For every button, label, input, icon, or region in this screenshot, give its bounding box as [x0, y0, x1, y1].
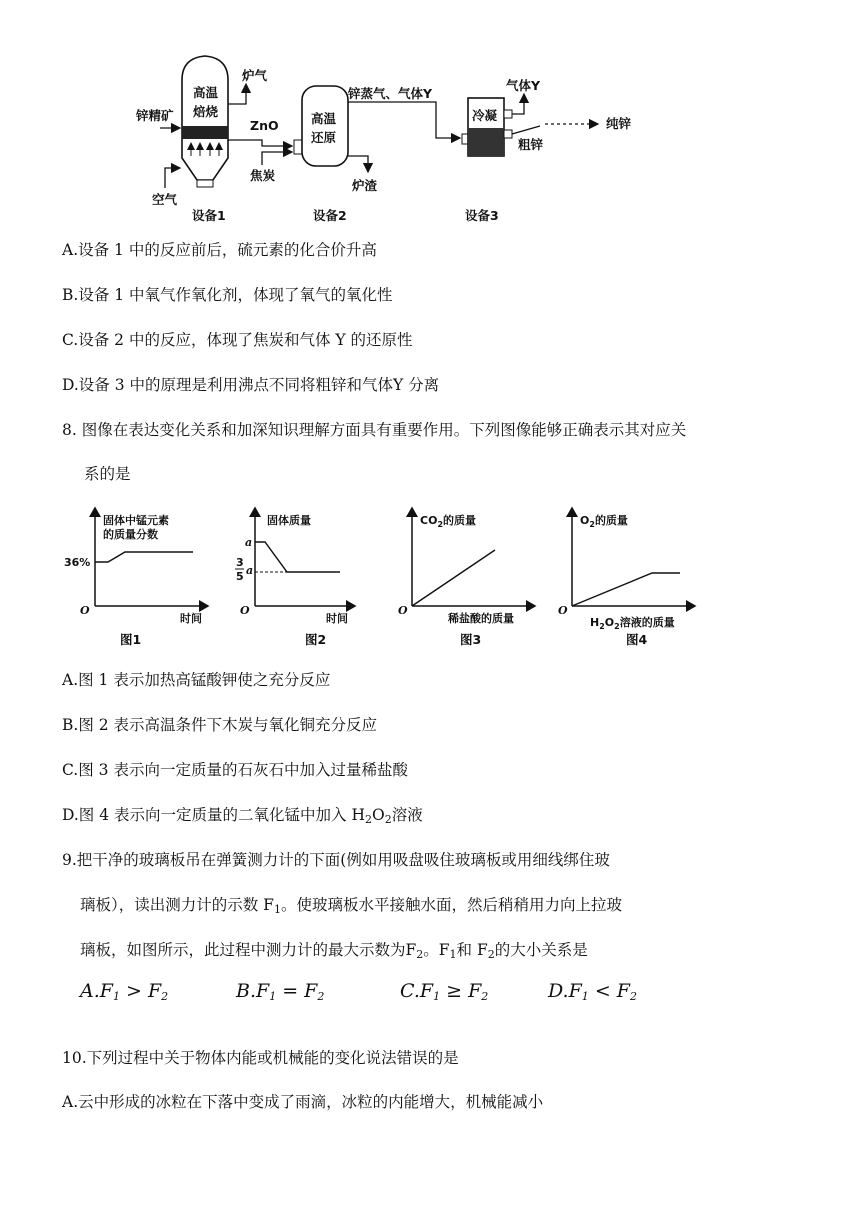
- reduction-furnace: [294, 86, 348, 166]
- graph-4: [558, 508, 695, 647]
- svg-text:O2的质量: [580, 513, 628, 529]
- graph3-line: [412, 550, 495, 606]
- q9-option-c-sub2: 2: [481, 990, 489, 1003]
- graph4-xlabel-sub1: 2: [599, 622, 605, 631]
- q9-option-d-sub1: 1: [581, 990, 589, 1003]
- device3-label: 设备3: [465, 208, 499, 223]
- graph4-xlabel-mid: O: [604, 616, 615, 629]
- q9-line2-pre: 璃板），读出测力计的示数 F: [80, 896, 274, 914]
- q9-line2-sub: 1: [273, 903, 281, 916]
- furnace-label-1: 高温: [193, 85, 219, 100]
- q9-option-d-sub2: 2: [629, 990, 637, 1003]
- q9-line3-mid1: 。F: [423, 941, 450, 959]
- q7-option-b: B.设备 1 中氧气作氧化剂，体现了氧气的氧化性: [62, 286, 393, 304]
- q8-option-d-sub2: 2: [384, 813, 392, 826]
- air-label: 空气: [152, 192, 178, 207]
- q10-stem: 10.下列过程中关于物体内能或机械能的变化说法错误的是: [62, 1049, 459, 1067]
- q10-option-a: A.云中形成的冰粒在下落中变成了雨滴，冰粒的内能增大，机械能减小: [62, 1093, 544, 1111]
- furnace-label-2: 焙烧: [193, 104, 219, 119]
- q8-stem-line2: 系的是: [84, 465, 131, 483]
- q9-option-d: [548, 980, 637, 1003]
- graph4-xlabel-pre: H: [590, 616, 600, 629]
- graph2-frac-den: 5: [236, 570, 244, 583]
- q9-line1: 9.把干净的玻璃板吊在弹簧测力计的下面(例如用吸盘吸住玻璃板或用细线绑住玻: [62, 851, 610, 869]
- q9-line3-sub2: 1: [449, 948, 457, 961]
- coke-label: 焦炭: [250, 168, 276, 183]
- reducer-label-1: 高温: [311, 111, 337, 126]
- graph4-ylabel-pre: O: [580, 514, 590, 527]
- gas-y-label: 气体Y: [506, 78, 541, 93]
- device1-label: 设备1: [192, 208, 226, 223]
- slag-label: 炉渣: [352, 178, 378, 193]
- q9-option-a-sub2: 2: [161, 990, 169, 1003]
- graph4-caption: 图4: [626, 632, 648, 647]
- graph2-origin: O: [240, 604, 250, 617]
- q9-line3-pre: 璃板，如图所示，此过程中测力计的最大示数为F: [80, 941, 417, 959]
- zinc-ore-label: 锌精矿: [136, 108, 174, 123]
- q8-option-a: A.图 1 表示加热高锰酸钾使之充分反应: [62, 671, 331, 689]
- graph3-ylabel-post: 的质量: [443, 514, 477, 527]
- graph-1: [64, 508, 208, 647]
- q7-option-a: A.设备 1 中的反应前后，硫元素的化合价升高: [62, 241, 377, 259]
- q8-stem-line1: 8. 图像在表达变化关系和加深知识理解方面具有重要作用。下列图像能够正确表示其对应关: [62, 421, 687, 439]
- q8-option-d: [62, 803, 423, 826]
- q9-option-c: [400, 980, 488, 1003]
- q8-option-c: C.图 3 表示向一定质量的石灰石中加入过量稀盐酸: [62, 761, 408, 779]
- q9-option-b-pre: B.F: [236, 980, 270, 1002]
- graph4-xlabel-post: 溶液的质量: [619, 616, 675, 629]
- graph1-ylabel-2: 的质量分数: [103, 528, 158, 541]
- graph3-ylabel-sub: 2: [437, 520, 444, 529]
- roasting-furnace: [182, 56, 228, 187]
- graph4-curve: [572, 573, 680, 606]
- condenser: [462, 98, 512, 156]
- graph3-xlabel: 稀盐酸的质量: [448, 612, 514, 625]
- q9-option-a: [80, 980, 168, 1003]
- graph2-frac-a: a: [246, 564, 254, 577]
- q8-option-d-pre: D.图 4 表示向一定质量的二氧化锰中加入 H: [62, 806, 365, 824]
- q9-line3-sub3: 2: [487, 948, 495, 961]
- graph2-caption: 图2: [305, 632, 327, 647]
- q9-option-b-op: = F: [276, 980, 318, 1002]
- q8-option-d-sub1: 2: [364, 813, 372, 826]
- graph2-xlabel: 时间: [326, 612, 348, 625]
- device2-label: 设备2: [313, 208, 347, 223]
- graph1-origin: O: [80, 604, 90, 617]
- q9-line3-mid2: 和 F: [456, 941, 488, 959]
- q9-option-a-op: > F: [119, 980, 162, 1002]
- q8-option-b: B.图 2 表示高温条件下木炭与氧化铜充分反应: [62, 716, 378, 734]
- q9-option-a-pre: A.F: [80, 980, 113, 1002]
- q9-option-d-pre: D.F: [548, 980, 582, 1002]
- q9-option-b: [236, 980, 324, 1003]
- q9-line3-sub1: 2: [416, 948, 424, 961]
- q9-option-c-pre: C.F: [400, 980, 434, 1002]
- q9-line2-post: 。使玻璃板水平接触水面，然后稍稍用力向上拉玻: [280, 896, 622, 914]
- svg-text:CO2的质量: [420, 513, 476, 529]
- graph1-caption: 图1: [120, 632, 142, 647]
- graph1-tick: 36%: [64, 556, 91, 569]
- q9-line2: [80, 893, 622, 916]
- zno-label: ZnO: [250, 118, 279, 133]
- q9-option-c-op: ≥ F: [440, 980, 482, 1002]
- graph1-curve: [95, 552, 193, 562]
- svg-text:H2O2溶液的质量: [590, 615, 675, 631]
- q9-option-b-sub1: 1: [269, 990, 277, 1003]
- crude-zinc-label: 粗锌: [518, 137, 544, 152]
- graph2-curve: [255, 542, 340, 572]
- graph-3: [398, 508, 535, 647]
- reducer-label-2: 还原: [311, 130, 337, 145]
- graph3-origin: O: [398, 604, 408, 617]
- graph3-caption: 图3: [460, 632, 482, 647]
- q8-option-d-post: 溶液: [391, 806, 423, 824]
- graph4-ylabel-sub: 2: [589, 520, 595, 529]
- q9-option-c-sub1: 1: [433, 990, 441, 1003]
- q7-option-d: D.设备 3 中的原理是利用沸点不同将粗锌和气体Y 分离: [62, 376, 440, 394]
- graph2-tick-a: a: [245, 536, 253, 549]
- graph3-ylabel-pre: CO: [420, 514, 438, 527]
- graph4-xlabel-sub2: 2: [614, 622, 620, 631]
- q8-option-d-mid: O: [371, 806, 385, 824]
- graph1-xlabel: 时间: [180, 612, 202, 625]
- pure-zinc-label: 纯锌: [606, 116, 632, 131]
- condenser-label: 冷凝: [472, 108, 498, 123]
- graph4-ylabel-post: 的质量: [594, 514, 628, 527]
- furnace-gas-label: 炉气: [242, 68, 268, 83]
- q9-option-d-op: < F: [588, 980, 630, 1002]
- graph2-ylabel: 固体质量: [267, 514, 311, 527]
- q7-option-c: C.设备 2 中的反应，体现了焦炭和气体 Y 的还原性: [62, 331, 413, 349]
- graph4-origin: O: [558, 604, 568, 617]
- q9-line3: [80, 938, 588, 961]
- q8-graphs: [0, 488, 860, 658]
- graph2-frac-num: 3: [236, 556, 244, 569]
- q9-line3-post: 的大小关系是: [494, 941, 588, 959]
- graph1-ylabel-1: 固体中锰元素: [103, 514, 169, 527]
- zinc-process-diagram: [0, 0, 860, 230]
- q9-option-a-sub1: 1: [112, 990, 120, 1003]
- q9-option-b-sub2: 2: [317, 990, 325, 1003]
- zinc-vapor-label: 锌蒸气、气体Y: [348, 86, 433, 101]
- graph-2: [235, 508, 355, 647]
